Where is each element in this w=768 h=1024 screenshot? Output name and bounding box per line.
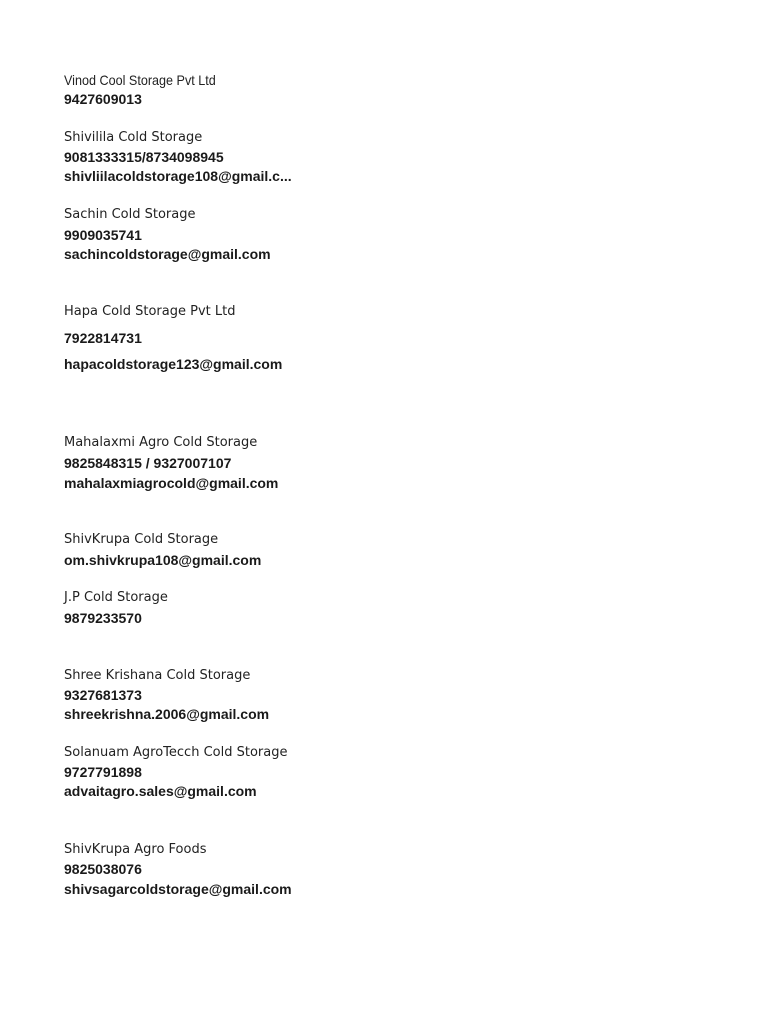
company-phone: 9427609013 xyxy=(64,91,142,107)
company-email: hapacoldstorage123@gmail.com xyxy=(64,356,283,372)
company-phone: 9879233570 xyxy=(64,610,142,626)
company-name: Hapa Cold Storage Pvt Ltd xyxy=(64,304,236,319)
company-phone: 9327681373 xyxy=(64,687,142,703)
company-phone: 7922814731 xyxy=(64,330,142,346)
company-name: Shree Krishana Cold Storage xyxy=(64,668,251,683)
company-email: shivliilacoldstorage108@gmail.c... xyxy=(64,168,292,184)
company-name: Solanuam AgroTecch Cold Storage xyxy=(64,745,288,760)
company-phone: 9909035741 xyxy=(64,227,142,243)
company-email: mahalaxmiagrocold@gmail.com xyxy=(64,475,279,491)
company-phone: 9825038076 xyxy=(64,861,142,877)
company-name: Mahalaxmi Agro Cold Storage xyxy=(64,435,258,450)
company-name: Sachin Cold Storage xyxy=(64,207,196,222)
company-email: sachincoldstorage@gmail.com xyxy=(64,246,271,262)
company-email: shreekrishna.2006@gmail.com xyxy=(64,706,270,722)
company-name: J.P Cold Storage xyxy=(64,590,168,605)
company-email: om.shivkrupa108@gmail.com xyxy=(64,552,262,568)
company-phone: 9825848315 / 9327007107 xyxy=(64,455,232,471)
company-name: Shivilila Cold Storage xyxy=(64,130,203,145)
company-name: ShivKrupa Agro Foods xyxy=(64,842,207,857)
company-email: advaitagro.sales@gmail.com xyxy=(64,783,257,799)
company-email: shivsagarcoldstorage@gmail.com xyxy=(64,881,292,897)
company-phone: 9727791898 xyxy=(64,764,142,780)
company-name: ShivKrupa Cold Storage xyxy=(64,532,219,547)
company-name: Vinod Cool Storage Pvt Ltd xyxy=(64,72,216,88)
company-phone: 9081333315/8734098945 xyxy=(64,149,224,165)
